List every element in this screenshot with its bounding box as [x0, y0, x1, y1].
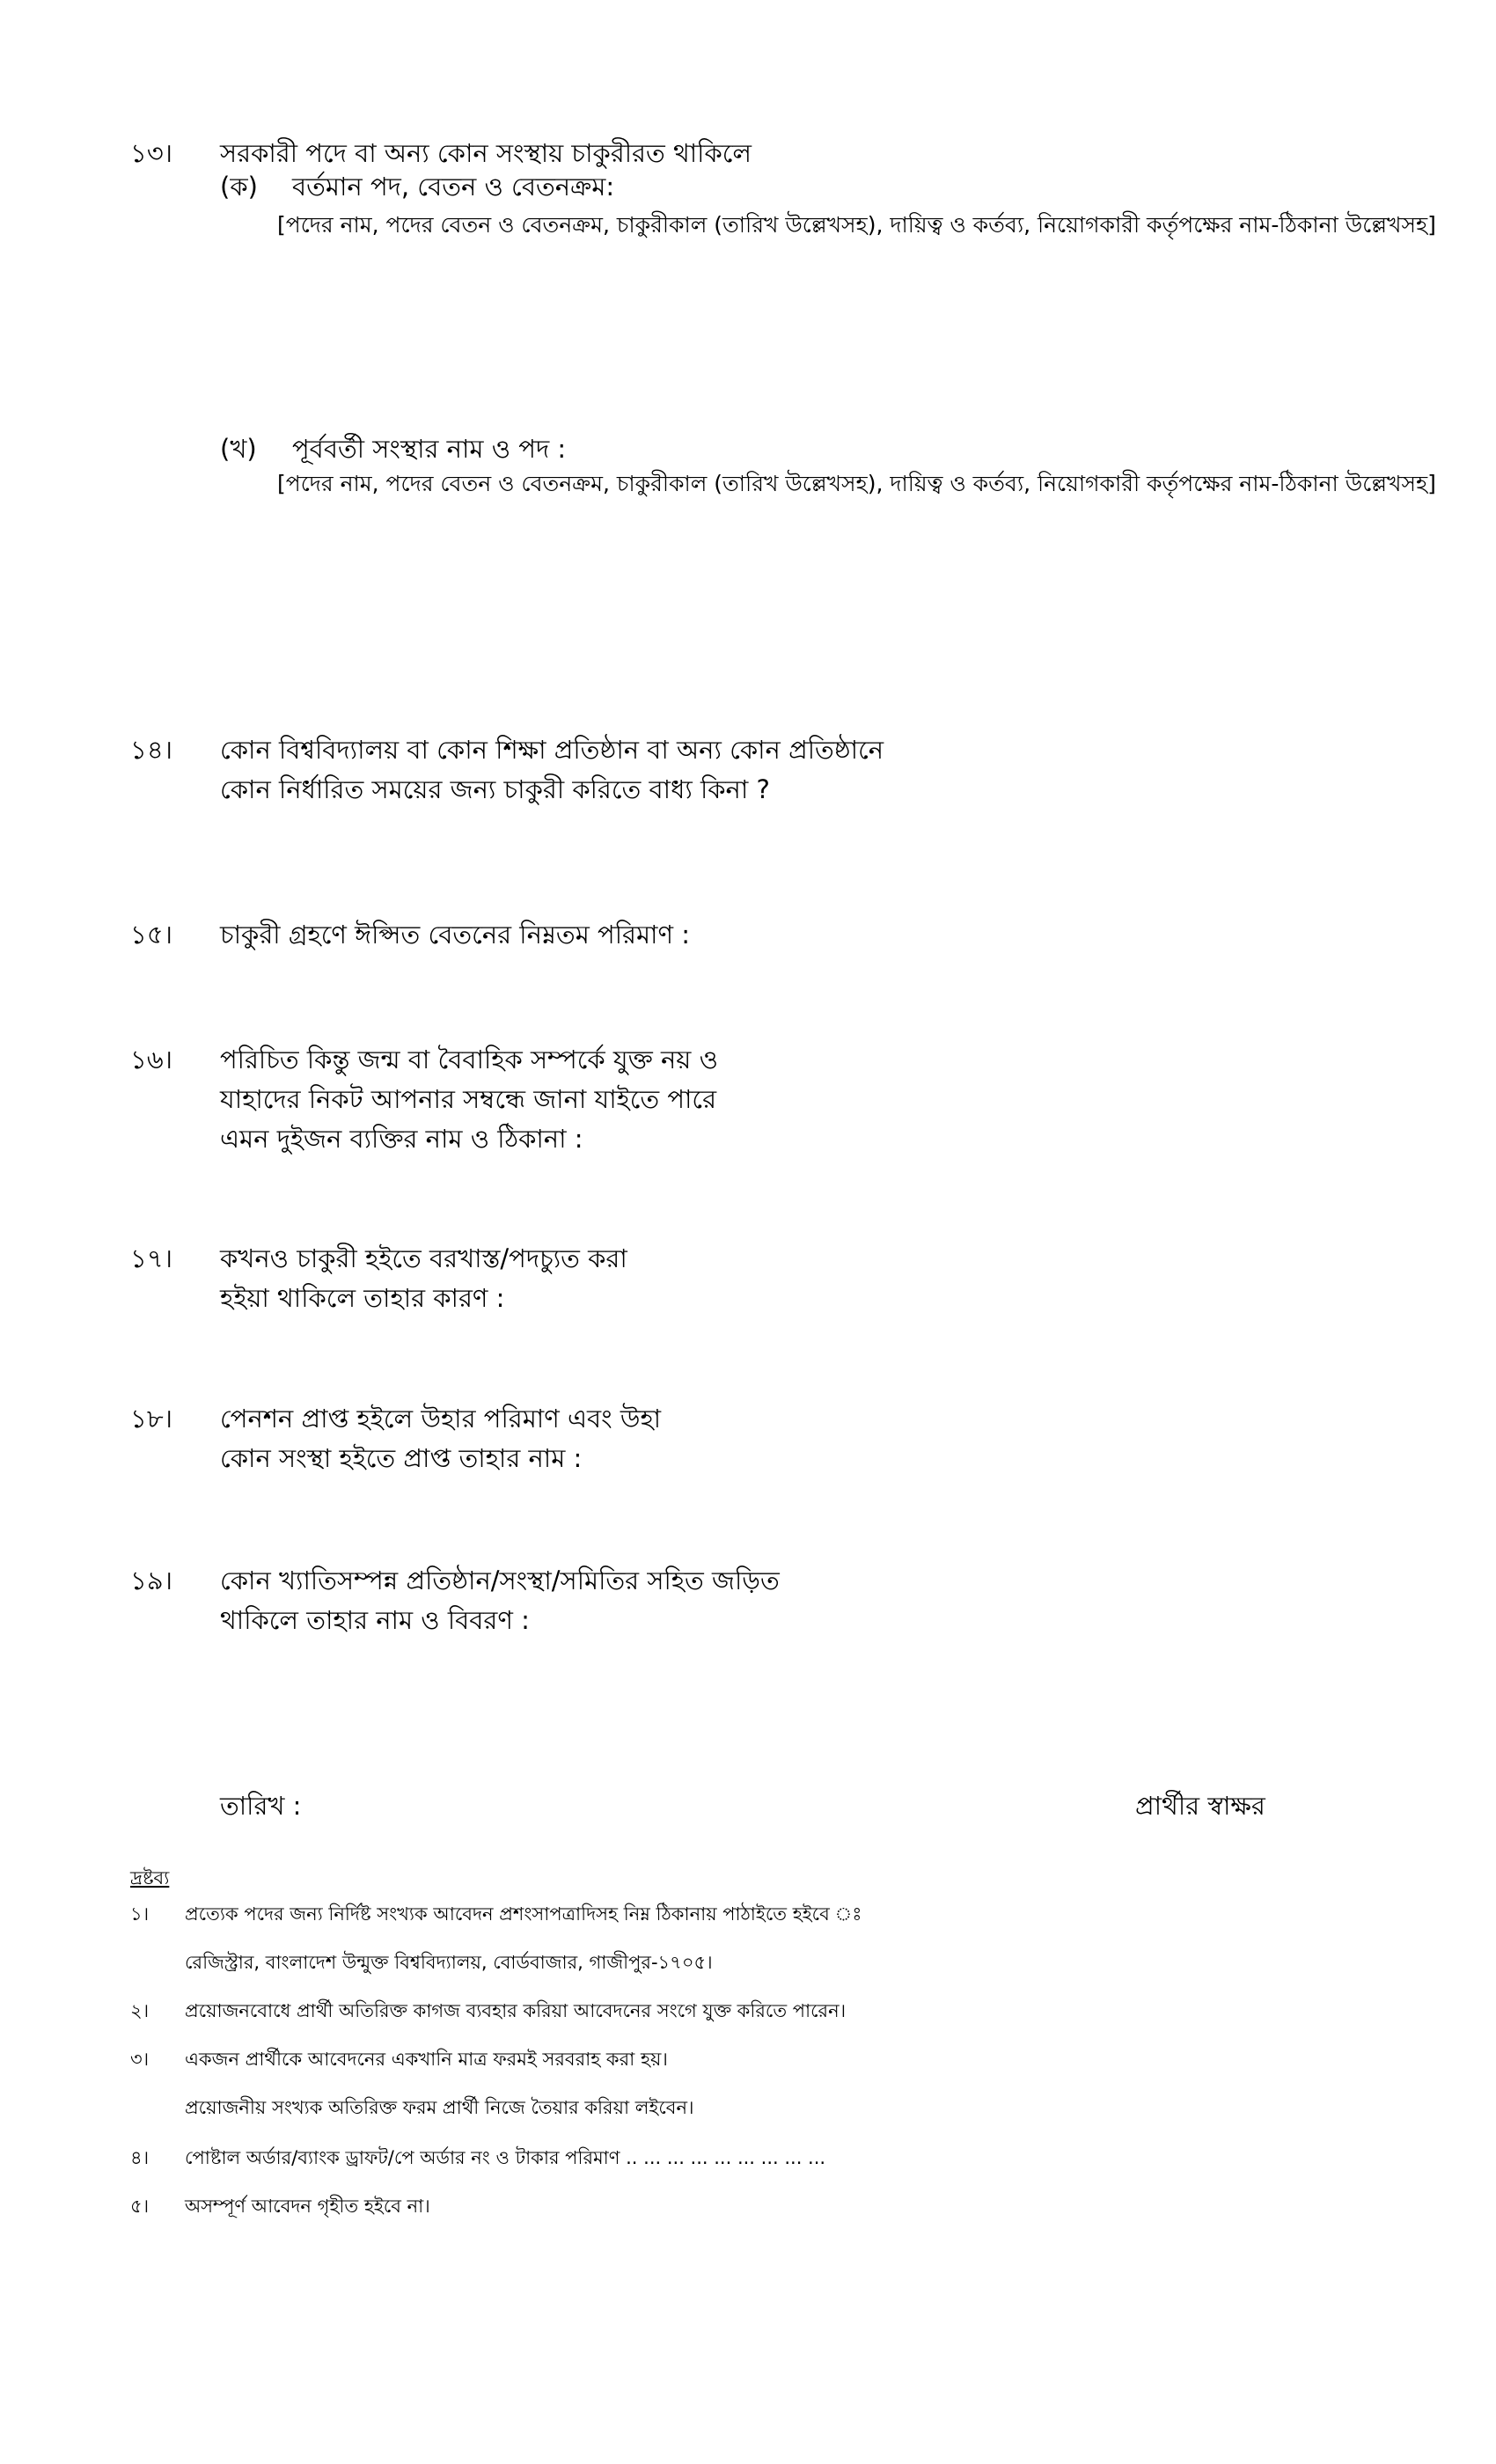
note-line: রেজিস্ট্রার, বাংলাদেশ উন্মুক্ত বিশ্ববিদ্যালয়, বোর্ডবাজার, গাজীপুর-১৭০৫। [185, 1952, 713, 1973]
q18-line: পেনশন প্রাপ্ত হইলে উহার পরিমাণ এবং উহা [220, 1404, 662, 1434]
q15-text [220, 915, 690, 955]
q14-text [220, 730, 884, 810]
q16-line: যাহাদের নিকট আপনার সম্বন্ধে জানা যাইতে পারে [220, 1084, 717, 1114]
q16-line: পরিচিত কিন্তু জন্ম বা বৈবাহিক সম্পর্কে যুক্ত নয় ও [220, 1045, 718, 1074]
note-line: পোষ্টাল অর্ডার/ব্যাংক ড্রাফট/পে অর্ডার নং ও টাকার পরিমাণ .. ... ... ... ... ... ... ... ... [185, 2147, 826, 2168]
note-item [185, 2193, 430, 2219]
q19-text [220, 1561, 780, 1640]
q19-line: কোন খ্যাতিসম্পন্ন প্রতিষ্ঠান/সংস্থা/সমিতির সহিত জড়িত [220, 1566, 780, 1595]
note-number: ৪। [130, 2147, 150, 2168]
q18-text [220, 1399, 661, 1478]
q13-number: ১৩। [130, 138, 173, 168]
note-number: ৫। [130, 2196, 150, 2217]
q17-number: ১৭। [130, 1243, 173, 1273]
note-line: প্রয়োজনীয় সংখ্যক অতিরিক্ত ফরম প্রার্থী নিজে তৈয়ার করিয়া লইবেন। [185, 2097, 694, 2118]
q17-line: কখনও চাকুরী হইতে বরখাস্ত/পদচ্যুত করা [220, 1243, 627, 1273]
q14-line: কোন নির্ধারিত সময়ের জন্য চাকুরী করিতে বাধ্য কিনা ? [220, 774, 770, 804]
q13a-title: বর্তমান পদ, বেতন ও বেতনক্রম: [292, 172, 615, 202]
note-number: ১। [130, 1903, 150, 1925]
note-number: ২। [130, 2000, 150, 2021]
note-item [185, 2046, 694, 2121]
q14-line: কোন বিশ্ববিদ্যালয় বা কোন শিক্ষা প্রতিষ্ঠান বা অন্য কোন প্রতিষ্ঠানে [220, 735, 884, 765]
note-line: একজন প্রার্থীকে আবেদনের একখানি মাত্র ফরমই সরবরাহ করা হয়। [185, 2049, 668, 2070]
q17-line: হইয়া থাকিলে তাহার কারণ : [220, 1283, 505, 1313]
q18-line: কোন সংস্থা হইতে প্রাপ্ত তাহার নাম : [220, 1443, 583, 1473]
q15-number: ১৫। [130, 920, 173, 950]
q16-line: এমন দুইজন ব্যক্তির নাম ও ঠিকানা : [220, 1124, 583, 1154]
note-line: প্রয়োজনবোধে প্রার্থী অতিরিক্ত কাগজ ব্যবহার করিয়া আবেদনের সংগে যুক্ত করিতে পারেন। [185, 2000, 847, 2021]
q16-text [220, 1040, 718, 1159]
note-item [185, 2145, 825, 2171]
note-item [185, 1998, 846, 2024]
notes-heading: দ্রষ্টব্য [130, 1867, 170, 1888]
note-item [185, 1901, 862, 1976]
q17-text [220, 1239, 627, 1318]
q19-line: থাকিলে তাহার নাম ও বিবরণ : [220, 1605, 530, 1635]
date-label: তারিখ : [220, 1791, 302, 1821]
q15-line: চাকুরী গ্রহণে ঈপ্সিত বেতনের নিম্নতম পরিমাণ : [220, 920, 690, 950]
note-line: অসম্পূর্ণ আবেদন গৃহীত হইবে না। [185, 2196, 430, 2217]
q18-number: ১৮। [130, 1404, 173, 1434]
q13a-label: (ক) [220, 172, 258, 202]
signature-label: প্রার্থীর স্বাক্ষর [1135, 1791, 1265, 1821]
q13b-label: (খ) [220, 434, 257, 464]
q13b-hint: [পদের নাম, পদের বেতন ও বেতনক্রম, চাকুরীকাল (তারিখ উল্লেখসহ), দায়িত্ব ও কর্তব্য, নিয়োগকারী কর্তৃপক্ষের নাম-ঠিকানা উল্লেখসহ] [277, 471, 1436, 496]
q13b-title: পূর্ববর্তী সংস্থার নাম ও পদ : [292, 434, 567, 464]
q13-title: সরকারী পদে বা অন্য কোন সংস্থায় চাকুরীরত থাকিলে [220, 138, 752, 168]
q19-number: ১৯। [130, 1566, 173, 1595]
q14-number: ১৪। [130, 735, 173, 765]
q16-number: ১৬। [130, 1045, 173, 1074]
note-number: ৩। [130, 2049, 150, 2070]
note-line: প্রত্যেক পদের জন্য নির্দিষ্ট সংখ্যক আবেদন প্রশংসাপত্রাদিসহ নিম্ন ঠিকানায় পাঠাইতে হইবে ঃ [185, 1903, 862, 1925]
q13a-hint: [পদের নাম, পদের বেতন ও বেতনক্রম, চাকুরীকাল (তারিখ উল্লেখসহ), দায়িত্ব ও কর্তব্য, নিয়োগকারী কর্তৃপক্ষের নাম-ঠিকানা উল্লেখসহ] [277, 212, 1436, 238]
